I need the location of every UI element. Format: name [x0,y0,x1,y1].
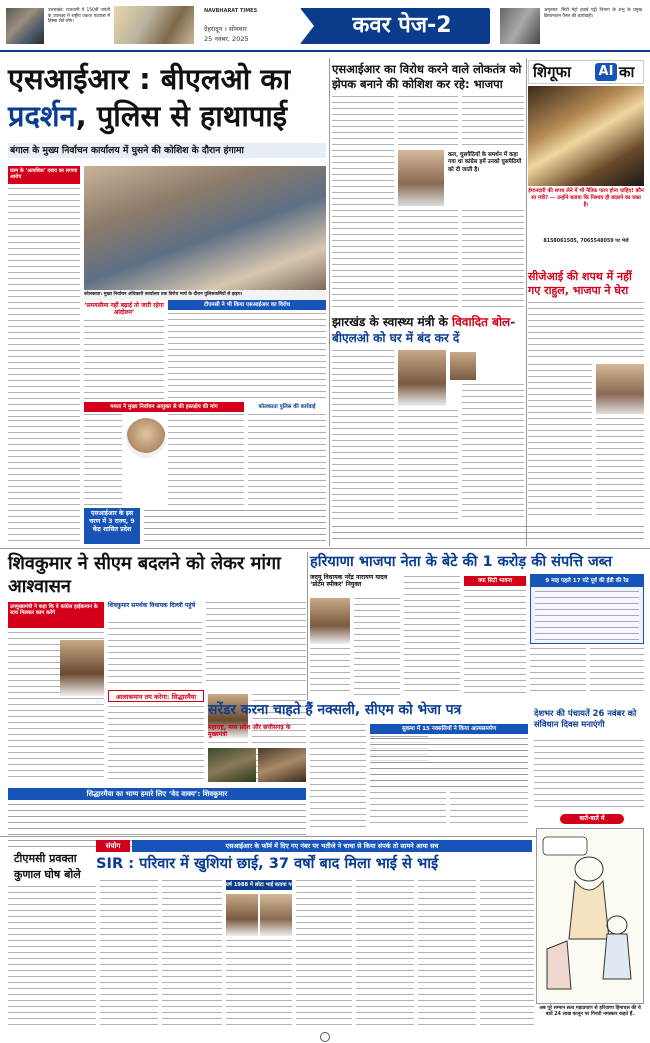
jdu-photo [310,598,350,644]
naxal-photo-2 [258,748,306,782]
right-teaser-photo [500,8,540,44]
lead-body-col-1b [8,420,80,544]
lead-sub-kicker-2: टीएमसी ने भी किया एसआईआर का विरोध [168,300,326,310]
haryana-ad-body [535,591,639,641]
sanyog-body-1 [100,880,158,1026]
rahul-body-3 [596,418,644,520]
haryana-body-3 [530,648,586,696]
bjp-headline: एसआईआर का विरोध करने वाले लोकतंत्र को झेपक बनाने की कोशिश कर रहे: भाजपा [332,62,522,91]
masthead [0,0,650,50]
lead-body-col-1 [8,188,80,418]
naxal-photo-1 [208,748,256,782]
lead-body-col-2 [84,320,164,400]
shigufa-image [528,86,644,186]
shivkumar-quote-1: शिवकुमार समर्थक विधायक दिल्ली पहुंचे [108,602,196,609]
sanyog-body-5 [356,880,414,1026]
haryana-ad-title: 9 माह पहले 17 घंटे पूर्व की ईडी की रेड [531,575,643,587]
rule-mid-2 [0,836,536,837]
lead-subhead: बंगाल के मुख्य निर्वाचन कार्यालय में घुसने की कोशिश के दौरान हंगामा [8,143,326,158]
sanyog-body-2 [162,880,222,1026]
col-rule-3 [307,552,308,700]
lead-headline-2 [8,98,328,134]
sanyog-sub: वर्ष 1988 में छोटा भाई बताया गया कि [226,882,303,888]
date: 25 नवंबर, 2025 [204,35,249,43]
cartoon-frame [536,828,644,1004]
shivkumar-body-4 [108,706,204,782]
footer-cartoon-caption: अब पूरे सम्मान सत्य महाप्रयाण से हरियाणा हिमाचल की ये बातें 24 लाख कानून पर गिनती नमस्कार कहते हैं. [539,1006,641,1018]
jharkhand-minister-photo [398,350,446,406]
naxal-body-1 [310,724,366,828]
jharkhand-headline-c: - बीएलओ को घर में बंद कर दें [332,315,516,345]
haryana-ad [530,574,644,644]
lead-body-col-3 [168,313,326,399]
shigufa-box [528,60,644,84]
lead-kicker: काम के ‘अत्यधिक’ दबाव का लगाया आरोप [8,166,80,184]
page-title: कवर पेज-2 [352,13,452,38]
cartoon-head-1 [575,857,603,881]
jdu-body-1 [354,598,400,696]
cartoon-head-2 [607,916,627,934]
lead-sub-kicker-3: ममता ने मुख्य निर्वाचन आयुक्त से की हस्तक्षेप की मांग [84,402,244,412]
sanyog-photo-2 [260,894,292,936]
shivkumar-bottom-bar: सिद्धारमैया का भाग्य हमारे लिए ‘वेद वाक्य’: शिवकुमार [8,788,306,800]
haryana-body-2 [464,590,526,696]
bjp-body-3 [462,96,524,146]
masthead-rule [0,50,650,52]
cartoon-speech-bubble [543,837,587,855]
jharkhand-body-1 [332,350,394,520]
naxal-body-3 [370,738,528,788]
info-strip-right [332,526,644,544]
lead-photo [84,166,326,290]
mamata-photo [126,418,166,458]
sanyog-tag: संयोग [96,840,130,852]
jharkhand-headline-b: विवादित बोल [452,315,511,329]
reg-mark-top [320,1032,330,1042]
lead-sub-kicker-1: ‘समयसीमा नहीं बढ़ाई तो जारी रहेगा आंदोलन’ [84,302,164,316]
paper-name: NAVBHARAT TIMES [204,8,258,14]
naxal-body-5 [450,792,528,828]
bjp-quote: कल, घुसपैठियों के समर्थन में कहा गया था कांग्रेस हमें उनको घुसपैठियों को दी जाती है। [448,152,522,173]
haryana-box-title: क्या सिटी भावना [464,576,526,586]
naxal-sub-1: महाराष्ट्र, मध्य प्रदेश और छत्तीसगढ़ के मुख्यमंत्री [208,724,291,739]
sanyog-body-3 [226,940,292,1026]
rahul-body-2 [528,364,592,520]
shigufa-title: शिगूफा [533,63,571,81]
shivkumar-body-2 [108,622,202,686]
lead-sub-kicker-4: कोलकाता पुलिस की कार्रवाई [258,404,316,410]
lead-sub-kicker-5: एसआईआर के इस चरण में 3 राज्य, 9 केंद्र शासित प्रदेश [84,508,140,544]
shigufa-caption: ईमानदारी की शपथ लेने में भी नैतिक पतन होना चाहिए! कौन सा मंत्री? — उन्होंने बताया कि निश्चय ही बदलने का वक्त है। [528,188,644,208]
jdu-headline-visible: जदयू विधायक नरेंद्र नारायण यादव ‘प्रोटेम स्पीकर’ नियुक्त [310,574,388,589]
naxal-headline: सरेंडर करना चाहते हैं नक्सली, सीएम को भेजा पत्र [208,702,462,718]
lead-photo-caption: कोलकाता: मुख्य निर्वाचन अधिकारी कार्यालय तक विरोध मार्च के दौरान पुलिसकर्मियों से झड़प। [84,290,326,300]
haryana-body-1 [404,576,460,696]
right-teaser-text: अमृतसर: सिटी मेट्रो हवाई पट्टी विभाग के शंभु के प्रमुख क्रियान्वयन पैनल की कार्यवाही। [544,8,642,19]
sanyog-headline-main: SIR : परिवार में खुशियां छाई, 37 वर्षों बाद मिला भाई से भाई [96,855,439,872]
cartoon-body-1 [569,881,609,939]
bjp-body-2 [398,96,458,146]
sanyog-body-7 [480,880,534,1026]
lead-body-col-5 [168,414,244,510]
shigufa-ka: का [619,63,635,81]
tmc-headline-2: कुणाल घोष बोले [14,868,81,881]
bjp-spokesman-photo [398,150,444,206]
sanyog-body-6 [418,880,476,1026]
tmc-body [8,886,96,1026]
cartoon-title: बातें-बातें में [560,814,624,824]
naxal-body-4 [370,792,446,828]
bjp-body-1 [332,96,394,310]
shivkumar-photo [60,640,104,696]
lead-headline-2b: , पुलिस से हाथापाई [75,99,288,133]
col-rule-2 [526,58,527,546]
shivkumar-body-3 [206,602,306,686]
shivkumar-quote-2: आलाकमान तय करेगा: सिद्धारमैया [108,690,204,702]
tmc-headline-1: टीएमसी प्रवक्ता [14,852,77,865]
jharkhand-headline [332,314,524,346]
lead-headline-1: एसआईआर : बीएलओ का [8,62,291,96]
shigufa-ai: AI [595,63,617,81]
page-title-arrow [300,8,314,44]
rahul-headline: सीजेआई की शपथ में नहीं गए राहुल, भाजपा ने घेरा [528,270,632,297]
bjp-body-4 [398,210,458,310]
left-teaser-photo [6,8,44,44]
jharkhand-photo-2 [450,352,476,380]
lead-info-strip [144,510,326,542]
shivkumar-headline: शिवकुमार ने सीएम बदलने को लेकर मांगा आश्वासन [8,553,281,597]
col-rule-1 [329,58,330,546]
cartoon-body-3 [547,941,571,989]
haryana-body-4 [590,648,644,696]
lead-headline-2a: प्रदर्शन [8,99,76,133]
left-teaser-text: उत्तराखंड: राजधानी में 150वीं जयंती के उपलक्ष्य में राष्ट्रीय एकता पदयात्रा में हिस्सा लेते लोग। [48,8,110,25]
haryana-headline: हरियाणा भाजपा नेता के बेटे की 1 करोड़ की संपत्ति जब्त [310,554,613,570]
rule-mid-1 [0,548,650,549]
lead-body-col-6 [248,414,326,510]
shigufa-contact: 8158061505, 7065548059 पर भेजें [543,239,629,244]
bjp-body-5 [462,210,524,310]
jharkhand-headline-a: झारखंड के स्वास्थ्य मंत्री के [332,315,453,329]
cartoon-drawing [537,829,643,1003]
naxal-sub-2: सुकमा में 15 नक्सलियों ने किया आत्मसमर्पण [370,724,528,734]
rahul-body-1 [528,302,644,362]
jdu-body-2 [310,648,350,696]
sanyog-photo-1 [226,894,258,936]
devbhoomi-body [534,740,644,810]
cartoon-body-2 [603,934,631,979]
date-line: देहरादून । सोमवार [204,25,247,33]
shivkumar-kicker: उपमुख्यमंत्री ने कहा कि वे कांग्रेस हाईकमान के साथ मिलकर काम करेंगे [8,602,104,628]
sanyog-headline-top: एसआईआर के फॉर्म में दिए गए नंबर पर भतीजे ने चाचा से किया संपर्क तो सामने आया सच [132,840,532,852]
rahul-photo [596,364,644,414]
jharkhand-body-3 [462,384,524,520]
sanyog-body-4 [296,880,352,1026]
left-teaser-photo-2 [114,6,194,44]
jharkhand-body-2 [398,410,458,520]
lead-body-col-4 [84,414,122,510]
devbhoomi-headline: देशभर की पंचायतें 26 नवंबर को संविधान दिवस मनाएंगी [534,708,637,729]
